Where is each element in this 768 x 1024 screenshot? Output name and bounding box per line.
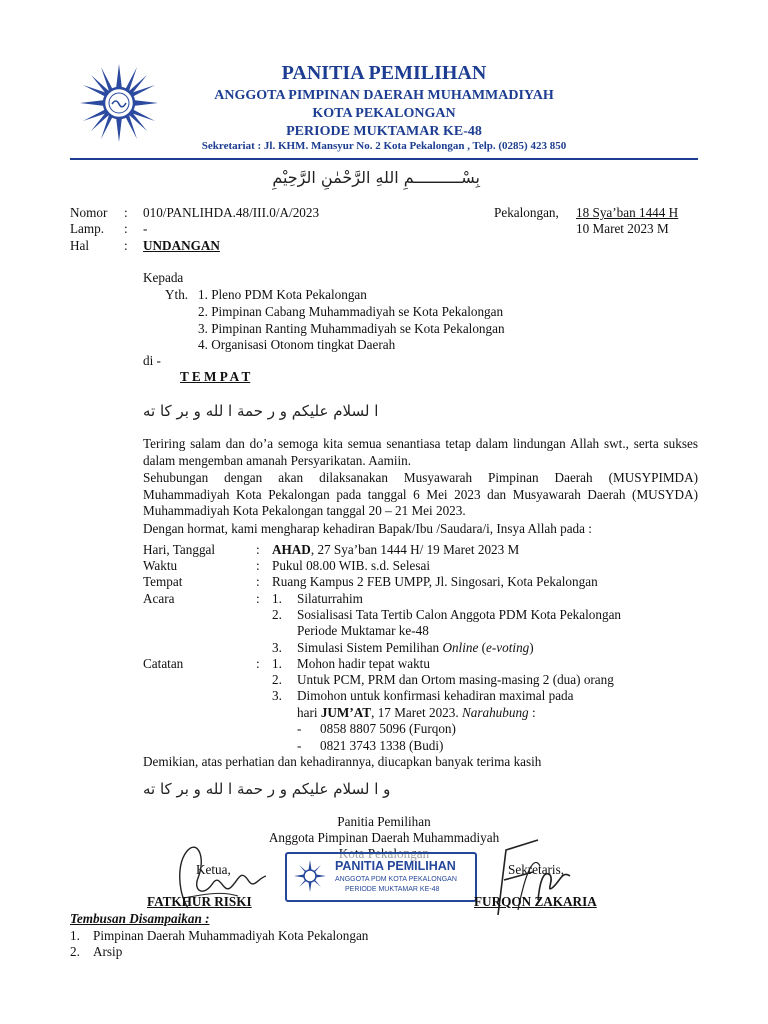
contact-dash-1: -: [297, 721, 302, 736]
nomor-value: 010/PANLIHDA.48/III.0/A/2023: [143, 205, 320, 220]
lamp-colon: :: [124, 221, 128, 236]
tembusan-num-1: 1.: [70, 928, 80, 943]
nomor-label: Nomor: [70, 205, 108, 220]
acara-item-1: Silaturrahim: [297, 591, 363, 606]
stamp-logo-icon: [293, 859, 327, 893]
waktu-colon: :: [256, 558, 260, 573]
hal-label: Hal: [70, 238, 90, 253]
catatan-narahubung: Narahubung: [461, 705, 529, 720]
tempat-heading: T E M P A T: [180, 369, 251, 384]
hari-label: Hari, Tanggal: [143, 542, 216, 557]
paragraph-announcement: Sehubungan dengan akan dilaksanakan Musyawarah Pimpinan Daerah (MUSYPIMDA) Muhammadiyah Kota Pekalongan pada tanggal 6 Mei 2023 dan Musyawarah Daerah (MUSYDA) Muhammadiyah Kota Pekalongan tanggal 20 – 21 Mei 2023.: [143, 470, 698, 518]
salam-opening: ا لسلام عليكم و ر حمة ا لله و بر كا ته: [143, 402, 379, 420]
hal-value: UNDANGAN: [143, 238, 220, 253]
tembusan-item-2: Arsip: [93, 944, 123, 959]
acara-item-3: [297, 640, 534, 656]
catatan-narahubung-colon: :: [528, 705, 536, 720]
tembusan-num-2: 2.: [70, 944, 80, 959]
catatan-jumat: JUM’AT: [320, 705, 372, 720]
contact-1: 0858 8807 5096 (Furqon): [320, 721, 456, 736]
catatan-item-3: Dimohon untuk konfirmasi kehadiran maximal pada: [297, 688, 574, 703]
ketua-label: Ketua,: [196, 862, 231, 877]
recipient-3: 3. Pimpinan Ranting Muhammadiyah se Kota Pekalongan: [198, 321, 505, 336]
acara-online: Online: [442, 640, 479, 655]
acara-num-1: 1.: [272, 591, 282, 606]
catatan-num-3: 3.: [272, 688, 282, 703]
letterhead-divider: [70, 158, 698, 160]
tempat-value: Ruang Kampus 2 FEB UMPP, Jl. Singosari, Kota Pekalongan: [272, 574, 598, 589]
tembusan-title: Tembusan Disampaikan :: [70, 911, 210, 926]
sekretaris-name: FURQON ZAKARIA: [474, 894, 597, 909]
paragraph-invitation: Dengan hormat, kami mengharap kehadiran Bapak/Ibu /Saudara/i, Insya Allah pada :: [143, 521, 592, 536]
hijri-date: 18 Sya’ban 1444 H: [576, 205, 679, 220]
tempat-label: Tempat: [143, 574, 183, 589]
acara-colon: :: [256, 591, 260, 606]
acara-item-3-text: Simulasi Sistem Pemilihan: [297, 640, 443, 655]
acara-item-2: Sosialisasi Tata Tertib Calon Anggota PDM Kota Pekalongan: [297, 607, 622, 622]
di-label: di -: [143, 353, 161, 368]
basmalah-calligraphy: بِسْــــــــــمِ اللهِ الرَّحْمٰنِ الرَّحِيْمِ: [272, 168, 480, 187]
catatan-num-1: 1.: [272, 656, 282, 671]
catatan-colon: :: [256, 656, 260, 671]
yth-label: Yth.: [165, 287, 189, 302]
masehi-date: 10 Maret 2023 M: [576, 221, 669, 236]
catatan-item-1: Mohon hadir tepat waktu: [297, 656, 430, 671]
waktu-label: Waktu: [143, 558, 178, 573]
committee-stamp: [285, 852, 477, 902]
letterhead-address: Sekretariat : Jl. KHM. Mansyur No. 2 Kota Pekalongan , Telp. (0285) 423 850: [201, 140, 567, 152]
acara-label: Acara: [143, 591, 175, 606]
stamp-line-1: ANGGOTA PDM KOTA PEKALONGAN: [335, 876, 457, 883]
acara-item-2-cont: Periode Muktamar ke-48: [297, 623, 429, 638]
stamp-line-2: PERIODE MUKTAMAR KE-48: [345, 886, 440, 893]
lamp-label: Lamp.: [70, 221, 105, 236]
recipient-1: 1. Pleno PDM Kota Pekalongan: [198, 287, 367, 302]
hari-value: [272, 542, 519, 558]
letterhead-line-2: KOTA PEKALONGAN: [312, 106, 456, 121]
letterhead-title: PANITIA PEMILIHAN: [281, 62, 487, 84]
hari-date: , 27 Sya’ban 1444 H/ 19 Maret 2023 M: [310, 542, 520, 557]
acara-num-2: 2.: [272, 607, 282, 622]
lamp-value: -: [143, 221, 148, 236]
catatan-hari: hari: [297, 705, 321, 720]
letterhead-line-3: PERIODE MUKTAMAR KE-48: [286, 124, 482, 139]
tembusan-item-1: Pimpinan Daerah Muhammadiyah Kota Pekalongan: [93, 928, 369, 943]
acara-evoting: e-voting: [486, 640, 530, 655]
kepada-label: Kepada: [143, 270, 184, 285]
closing-sentence: Demikian, atas perhatian dan kehadirannya, diucapkan banyak terima kasih: [143, 754, 542, 769]
catatan-item-2: Untuk PCM, PRM dan Ortom masing-masing 2 (dua) orang: [297, 672, 614, 687]
recipient-4: 4. Organisasi Otonom tingkat Daerah: [198, 337, 396, 352]
sign-org-1: Panitia Pemilihan: [337, 814, 431, 829]
hari-colon: :: [256, 542, 260, 557]
salam-closing: و ا لسلام عليكم و ر حمة ا لله و بر كا ته: [143, 780, 391, 798]
contact-2: 0821 3743 1338 (Budi): [320, 738, 444, 753]
acara-num-3: 3.: [272, 640, 282, 655]
hari-day: AHAD: [272, 542, 311, 557]
acara-paren-close: ): [529, 640, 534, 655]
acara-paren-open: (: [478, 640, 487, 655]
sekretaris-label: Sekretaris,: [508, 862, 565, 877]
nomor-colon: :: [124, 205, 128, 220]
paragraph-greeting: Teriring salam dan do’a semoga kita semua senantiasa tetap dalam lindungan Allah swt., serta sukses dalam mengemban amanah Persyarikatan. Aamiin.: [143, 436, 698, 468]
recipient-2: 2. Pimpinan Cabang Muhammadiyah se Kota Pekalongan: [198, 304, 504, 319]
letterhead-line-1: ANGGOTA PIMPINAN DAERAH MUHAMMADIYAH: [214, 88, 554, 103]
sign-org-2: Anggota Pimpinan Daerah Muhammadiyah: [268, 830, 500, 845]
letter-place: Pekalongan,: [494, 205, 559, 220]
waktu-value: Pukul 08.00 WIB. s.d. Selesai: [272, 558, 431, 573]
hal-colon: :: [124, 238, 128, 253]
catatan-label: Catatan: [143, 656, 184, 671]
catatan-item-3-cont: [297, 705, 536, 721]
tempat-colon: :: [256, 574, 260, 589]
catatan-num-2: 2.: [272, 672, 282, 687]
catatan-date: , 17 Maret 2023.: [371, 705, 462, 720]
ketua-name: FATKHUR RISKI: [147, 894, 252, 909]
contact-dash-2: -: [297, 738, 302, 753]
stamp-title: PANITIA PEMILIHAN: [335, 859, 456, 873]
